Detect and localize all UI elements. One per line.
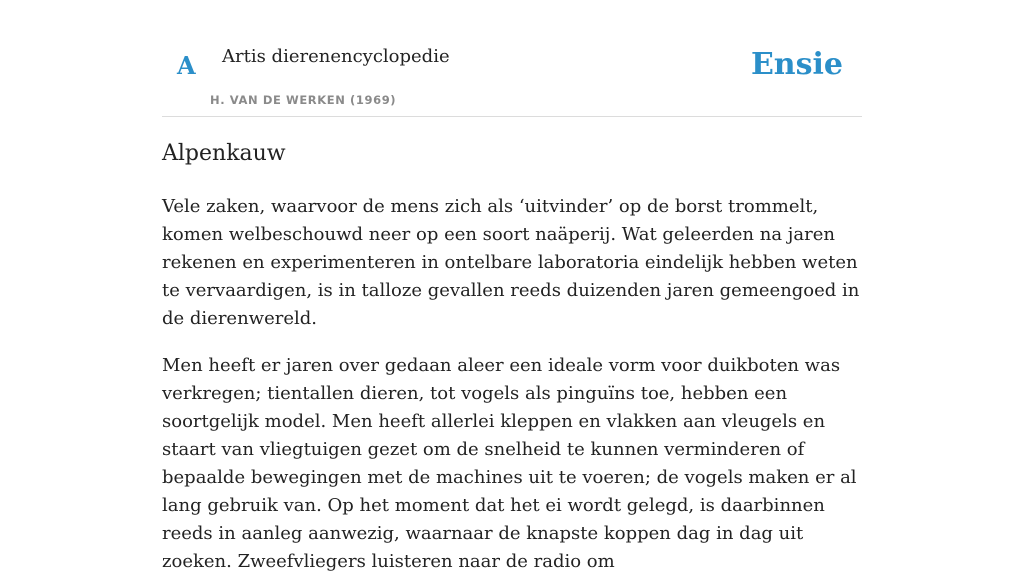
book-author: H. VAN DE WERKEN (1969)	[210, 93, 397, 107]
article-title: Alpenkauw	[162, 141, 286, 166]
brand-logo[interactable]: Ensie	[750, 47, 843, 82]
article	[162, 116, 862, 576]
letter-index-link[interactable]: A	[177, 51, 196, 80]
page-header	[162, 0, 862, 117]
article-paragraph: Vele zaken, waarvoor de mens zich als ‘uitvinder’ op de borst trommelt, komen welbeschouwd neer op een soort naäperij. Wat geleerden na jaren rekenen en experimenteren in ontelbare laboratoria eindelijk hebben weten te vervaardigen, is in talloze gevallen reeds duizenden jaren gemeengoed in de dierenwereld.	[162, 195, 860, 329]
book-title-link[interactable]: Artis dierenencyclopedie	[222, 46, 450, 67]
article-paragraph: Men heeft er jaren over gedaan aleer een ideale vorm voor duikboten was verkregen; tientallen dieren, tot vogels als pinguïns toe, hebben een soortgelijk model. Men heeft allerlei kleppen en vlakken aan vleugels en staart van vliegtuigen gezet om de snelheid te kunnen verminderen of bepaalde bewegingen met de machines uit te voeren; de vogels maken er al lang gebruik van. Op het moment dat het ei wordt gelegd, is daarbinnen reeds in aanleg aanwezig, waarnaar de knapste koppen dag in dag uit zoeken. Zweefvliegers luisteren naar de radio om	[162, 354, 857, 572]
